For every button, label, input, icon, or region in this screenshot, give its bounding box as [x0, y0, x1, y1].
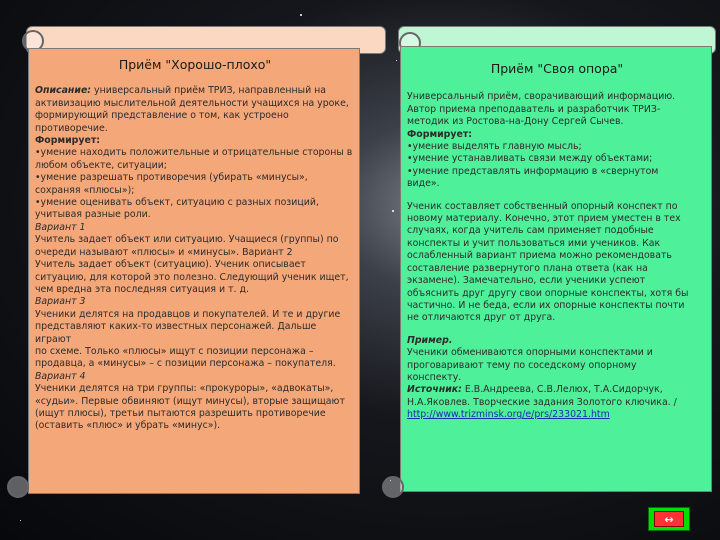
left-line: [35, 197, 355, 209]
right-line: [407, 213, 707, 225]
left-body: [35, 85, 355, 432]
right-paragraph-gap: [407, 191, 707, 201]
left-line: [35, 309, 355, 321]
right-scroll-bottom-curl-icon: [382, 476, 404, 498]
right-line-text: проговаривают тему по соседскому опорному: [407, 359, 637, 371]
right-bold-heading: Формирует:: [407, 128, 473, 140]
left-line-text: очереди называют «плюсы» и «минусы». Вариант 2: [35, 246, 293, 258]
right-line: [407, 372, 707, 384]
left-variant-heading: Вариант 1: [35, 221, 86, 233]
right-inline-label: Источник:: [407, 384, 462, 396]
left-line-text: (ищут плюсы), третьи пытаются разрешить противоречие: [35, 407, 326, 419]
left-bold-heading: Формирует:: [35, 135, 101, 147]
left-line: [35, 420, 355, 432]
right-line: [407, 275, 707, 287]
left-line: [35, 110, 355, 122]
right-line: [407, 141, 707, 153]
left-line-text: сохраняя «плюсы»);: [35, 184, 135, 196]
left-variant-heading: Вариант 3: [35, 296, 86, 308]
right-line-text: объяснить друг другу свои опорные конспекты, хотя бы: [407, 287, 689, 299]
left-title: Приём "Хорошо-плохо": [118, 57, 272, 72]
left-line: [35, 408, 355, 420]
nav-button-glyph: ↔: [664, 512, 674, 526]
right-line-text: •умение выделять главную мысль;: [407, 141, 582, 153]
left-line-text: •умение находить положительные и отрицательные стороны в: [35, 147, 353, 159]
left-line-text: универсальный приём ТРИЗ, направленный на: [91, 85, 327, 97]
left-line-text: противоречие.: [35, 122, 108, 134]
left-line-text: по схеме. Только «плюсы» ищут с позиции персонажа –: [35, 345, 314, 357]
left-line: [35, 396, 355, 408]
left-line-text: активизацию мыслительной деятельности учащихся на уроке,: [35, 97, 349, 109]
left-line-text: «судьи». Первые обвиняют (ищут минусы), вторые защищают: [35, 395, 345, 407]
left-line: [35, 123, 355, 135]
right-line-text: Универсальный приём, сворачивающий информацию.: [407, 91, 676, 103]
right-line: [407, 225, 707, 237]
right-line-text: Н.А.Яковлев. Творческие задания Золотого ключика. /: [407, 396, 677, 408]
left-line-text: представляют каких-то известных персонажей. Дальше играют: [35, 321, 317, 345]
left-line: [35, 160, 355, 172]
left-line: [35, 383, 355, 395]
right-line-text: •умение представлять информацию в «свернутом: [407, 165, 659, 177]
right-line: [407, 250, 707, 262]
right-line-text: случаях, когда учитель сам применяет подобные: [407, 225, 654, 237]
right-line: [407, 91, 707, 103]
right-line-text: Е.В.Андреева, С.В.Лелюх, Т.А.Сидорчук,: [461, 384, 663, 396]
left-inline-label: Описание:: [35, 85, 92, 97]
left-line-text: учитывая разные роли.: [35, 209, 151, 221]
left-line: [35, 85, 355, 97]
right-line: [407, 201, 707, 213]
left-line: [35, 147, 355, 159]
right-line-text: новому материалу. Конечно, этот прием уместен в тех: [407, 213, 681, 225]
left-scroll-bottom-curl-icon: [7, 476, 29, 498]
right-body: [407, 91, 707, 421]
left-line: [35, 234, 355, 246]
right-line-text: конспекту.: [407, 371, 462, 383]
right-line: [407, 312, 707, 324]
right-line-text: частично. И не беда, если их опорные конспекты почти: [407, 299, 685, 311]
left-panel: [28, 48, 360, 494]
right-line: [407, 153, 707, 165]
left-line: [35, 296, 355, 308]
left-line: [35, 98, 355, 110]
right-line: [407, 263, 707, 275]
left-line-text: чем вредна эта последняя ситуация и т. д.: [35, 283, 249, 295]
left-line: [35, 222, 355, 234]
right-line: [407, 347, 707, 359]
left-line-text: Ученики делятся на три группы: «прокуроры», «адвокаты»,: [35, 383, 334, 395]
left-line-text: Учитель задает объект (ситуацию). Ученик описывает: [35, 259, 306, 271]
left-line-text: любом объекте, ситуации;: [35, 159, 167, 171]
left-line-text: •умение разрешать противоречия (убирать «минусы»,: [35, 172, 308, 184]
right-line: [407, 409, 707, 421]
right-line-text: методик из Ростова-на-Дону Сергей Сычев.: [407, 116, 624, 128]
right-paragraph-gap: [407, 325, 707, 335]
right-line: [407, 178, 707, 190]
left-line: [35, 321, 355, 346]
right-line-text: Ученики обмениваются опорными конспектами и: [407, 347, 653, 359]
right-line-text: Автор приема преподаватель и разработчик ТРИЗ-: [407, 103, 661, 115]
right-title: Приём "Своя опора": [490, 61, 624, 76]
right-line: [407, 129, 707, 141]
right-example-heading: Пример.: [407, 334, 453, 346]
left-line-text: продавца, а «минусы» – с позиции персонажа – покупателя.: [35, 358, 336, 370]
left-line-text: •умение оценивать объект, ситуацию с разных позиций,: [35, 197, 319, 209]
left-line: [35, 259, 355, 271]
right-line: [407, 238, 707, 250]
left-line: [35, 371, 355, 383]
left-line: [35, 185, 355, 197]
left-line: [35, 135, 355, 147]
right-line: [407, 335, 707, 347]
right-line-text: составление развернутого плана ответа (как на: [407, 262, 648, 274]
right-line: [407, 300, 707, 312]
left-line-text: Учитель задает объект или ситуацию. Учащиеся (группы) по: [35, 234, 339, 246]
right-line: [407, 104, 707, 116]
right-line: [407, 360, 707, 372]
double-arrow-icon: [654, 511, 684, 527]
left-line: [35, 209, 355, 221]
left-line: [35, 284, 355, 296]
left-line-text: Ученики делятся на продавцов и покупателей. И те и другие: [35, 308, 341, 320]
right-panel: [400, 46, 712, 492]
left-line: [35, 247, 355, 259]
source-link[interactable]: http://www.trizminsk.org/e/prs/233021.htm: [407, 409, 610, 421]
right-line: [407, 166, 707, 178]
right-line: [407, 116, 707, 128]
left-line: [35, 272, 355, 284]
right-line: [407, 384, 707, 396]
right-line: [407, 288, 707, 300]
left-variant-heading: Вариант 4: [35, 370, 86, 382]
right-line-text: не отличаются друг от друга.: [407, 312, 556, 324]
right-line-text: ослабленный вариант приема можно рекомендовать: [407, 250, 672, 262]
left-line: [35, 346, 355, 358]
navigation-button[interactable]: [648, 507, 690, 531]
right-line-text: Ученик составляет собственный опорный конспект по: [407, 200, 678, 212]
left-line-text: (оставить «плюс» и убрать «минус»).: [35, 420, 221, 432]
left-line-text: ситуацию, для которой это полезно. Следующий ученик ищет,: [35, 271, 349, 283]
left-line: [35, 358, 355, 370]
left-line: [35, 172, 355, 184]
right-line-text: виде».: [407, 178, 440, 190]
right-line-text: конспекты и учит пользоваться ими учеников. Как: [407, 237, 661, 249]
right-line: [407, 397, 707, 409]
right-line-text: •умение устанавливать связи между объектами;: [407, 153, 653, 165]
left-line-text: формирующий представление о том, как устроено: [35, 110, 289, 122]
right-line-text: экзамене). Замечательно, если ученики успеют: [407, 275, 646, 287]
